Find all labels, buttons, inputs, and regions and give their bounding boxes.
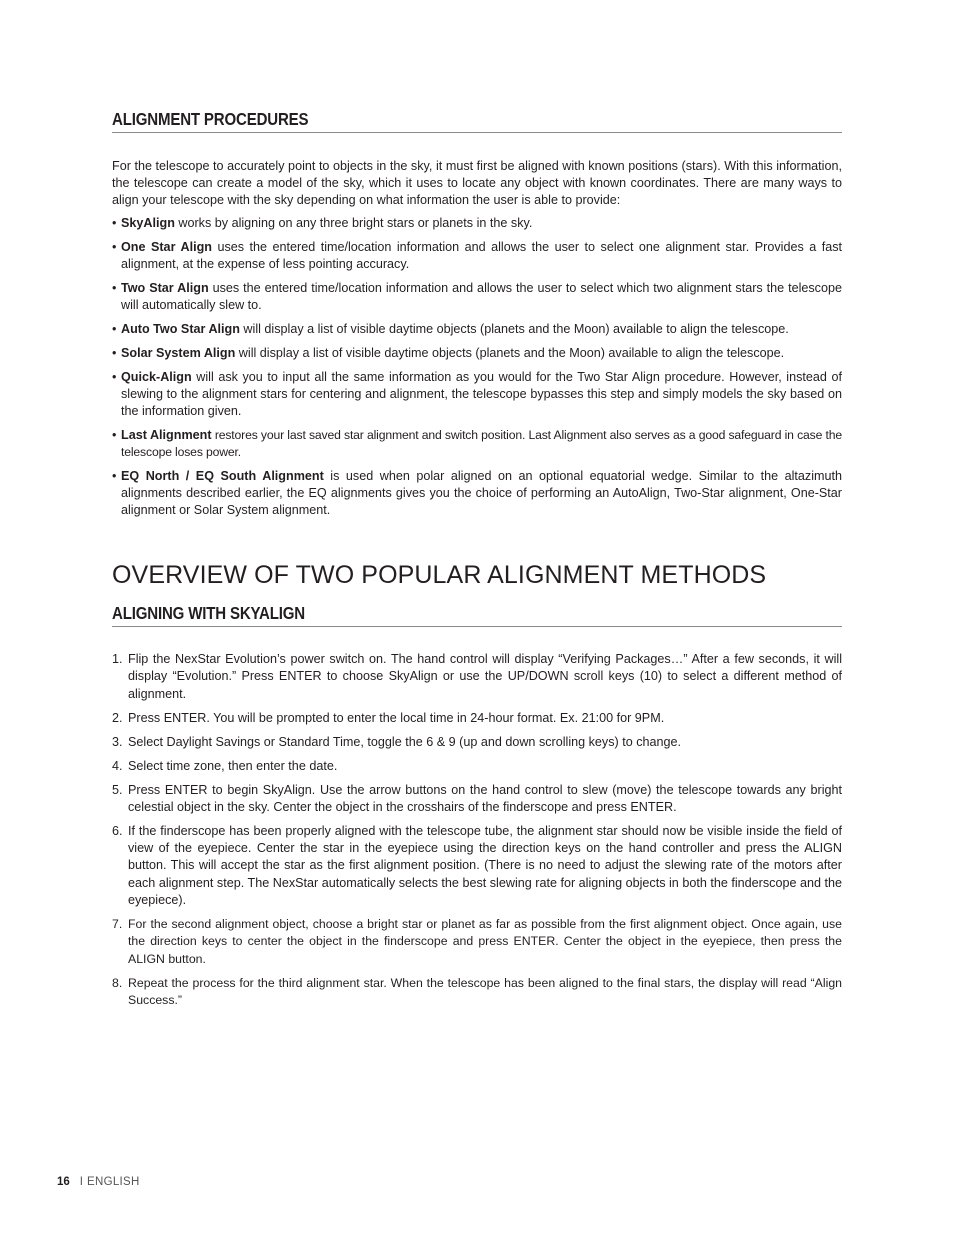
- list-item: [112, 239, 842, 273]
- list-item: [112, 468, 842, 519]
- list-item: [112, 823, 842, 909]
- list-item-text: will display a list of visible daytime objects (planets and the Moon) available to align the telescope.: [235, 346, 785, 360]
- list-item: [112, 427, 842, 461]
- step-number: 5.: [112, 782, 123, 797]
- step-text: Select time zone, then enter the date.: [128, 758, 338, 773]
- list-item: [112, 782, 842, 817]
- list-item: [112, 758, 842, 775]
- list-item-text: is used when polar aligned on an optional equatorial wedge. Similar to the altazimuth alignments described earlier, the EQ alignments gives you the choice of performing an AutoAlign, Two-Star alignment, One-Star alignment or Solar System alignment.: [121, 469, 843, 517]
- list-item-text: restores your last saved star alignment and switch position. Last Alignment also serves as a good safeguard in case the telescope loses power.: [121, 428, 842, 459]
- list-item-term: Auto Two Star Align: [121, 322, 240, 336]
- step-number: 6.: [112, 823, 123, 838]
- section-heading-alignment-procedures: ALIGNMENT PROCEDURES: [112, 109, 309, 129]
- list-item: [112, 280, 842, 314]
- step-text: Select Daylight Savings or Standard Time, toggle the 6 & 9 (up and down scrolling keys) to change.: [128, 734, 682, 749]
- step-text: Press ENTER to begin SkyAlign. Use the arrow buttons on the hand control to slew (move) the telescope towards any bright celestial object in the sky. Center the object in the crosshairs of the finderscope and press ENTER.: [128, 782, 842, 814]
- skyalign-steps-list: [112, 651, 842, 1016]
- list-item-term: EQ North / EQ South Alignment: [121, 469, 324, 483]
- step-number: 4.: [112, 758, 123, 773]
- alignment-methods-list: [112, 215, 842, 526]
- list-item-text: works by aligning on any three bright stars or planets in the sky.: [174, 216, 533, 230]
- list-item: [112, 710, 842, 727]
- list-item: [112, 215, 842, 232]
- footer-separator: I: [79, 1176, 83, 1188]
- list-item-term: SkyAlign: [121, 216, 175, 230]
- footer-language: ENGLISH: [87, 1176, 140, 1188]
- list-item-text: uses the entered time/location information and allows the user to select which two alignment stars the telescope will automatically slew to.: [121, 281, 842, 312]
- page-title: OVERVIEW OF TWO POPULAR ALIGNMENT METHODS: [112, 561, 767, 589]
- list-item-term: Last Alignment: [121, 428, 212, 442]
- step-text: Press ENTER. You will be prompted to enter the local time in 24-hour format. Ex. 21:00 for 9PM.: [128, 710, 665, 725]
- page-number: 16: [57, 1176, 70, 1188]
- step-number: 3.: [112, 734, 123, 749]
- list-item: [112, 369, 842, 420]
- step-text: For the second alignment object, choose a bright star or planet as far as possible from the first alignment object. Once again, use the direction keys to center the object in the finderscope and press ENTER. Center the object in the eyepiece, then press the ALIGN button.: [128, 916, 842, 966]
- list-item: [112, 734, 842, 751]
- list-item: [112, 651, 842, 703]
- list-item: [112, 975, 842, 1010]
- intro-paragraph: For the telescope to accurately point to objects in the sky, it must first be aligned with known positions (stars). With this information, the telescope can create a model of the sky, which it uses to locate any object with known coordinates. There are many ways to align your telescope with the sky depending on what information the user is able to provide:: [112, 159, 842, 207]
- list-item-text: will ask you to input all the same information as you would for the Two Star Align procedure. However, instead of slewing to the alignment stars for centering and alignment, the telescope bypasses this step and simply models the sky based on the information given.: [121, 370, 842, 418]
- section-heading-aligning-with-skyalign: ALIGNING WITH SKYALIGN: [112, 603, 305, 623]
- list-item-term: One Star Align: [121, 240, 212, 254]
- step-number: 8.: [112, 975, 123, 990]
- list-item-term: Solar System Align: [121, 346, 236, 360]
- list-item: [112, 321, 842, 338]
- list-item-term: Quick-Align: [121, 370, 192, 384]
- list-item: [112, 345, 842, 362]
- step-text: Repeat the process for the third alignment star. When the telescope has been aligned to the final stars, the display will read “Align Success.”: [128, 975, 842, 1007]
- list-item-text: will display a list of visible daytime objects (planets and the Moon) available to align the telescope.: [239, 322, 789, 336]
- list-item-text: uses the entered time/location information and allows the user to select one alignment star. Provides a fast alignment, at the expense of less pointing accuracy.: [121, 240, 843, 271]
- list-item: [112, 916, 842, 968]
- step-text: If the finderscope has been properly aligned with the telescope tube, the alignment star should now be visible inside the field of view of the eyepiece. Center the star in the eyepiece using the direction keys on the hand controller and press the ALIGN button. This will accept the star as the first alignment position. (There is no need to adjust the slewing rate of the motors after each alignment step. The NexStar automatically selects the best slewing rate for aligning objects in both the finderscope and the eyepiece).: [128, 823, 842, 907]
- step-number: 1.: [112, 652, 123, 666]
- page-footer: [57, 1176, 140, 1188]
- step-number: 7.: [112, 916, 123, 931]
- section-rule: [112, 626, 842, 627]
- step-number: 2.: [112, 710, 123, 725]
- list-item-term: Two Star Align: [121, 281, 209, 295]
- section-rule: [112, 132, 842, 133]
- step-text: Flip the NexStar Evolution’s power switch on. The hand control will display “Verifying Packages…” After a few seconds, it will display “Evolution.” Press ENTER to choose SkyAlign or use the UP/DOWN scroll keys (10) to select a different method of alignment.: [128, 652, 842, 701]
